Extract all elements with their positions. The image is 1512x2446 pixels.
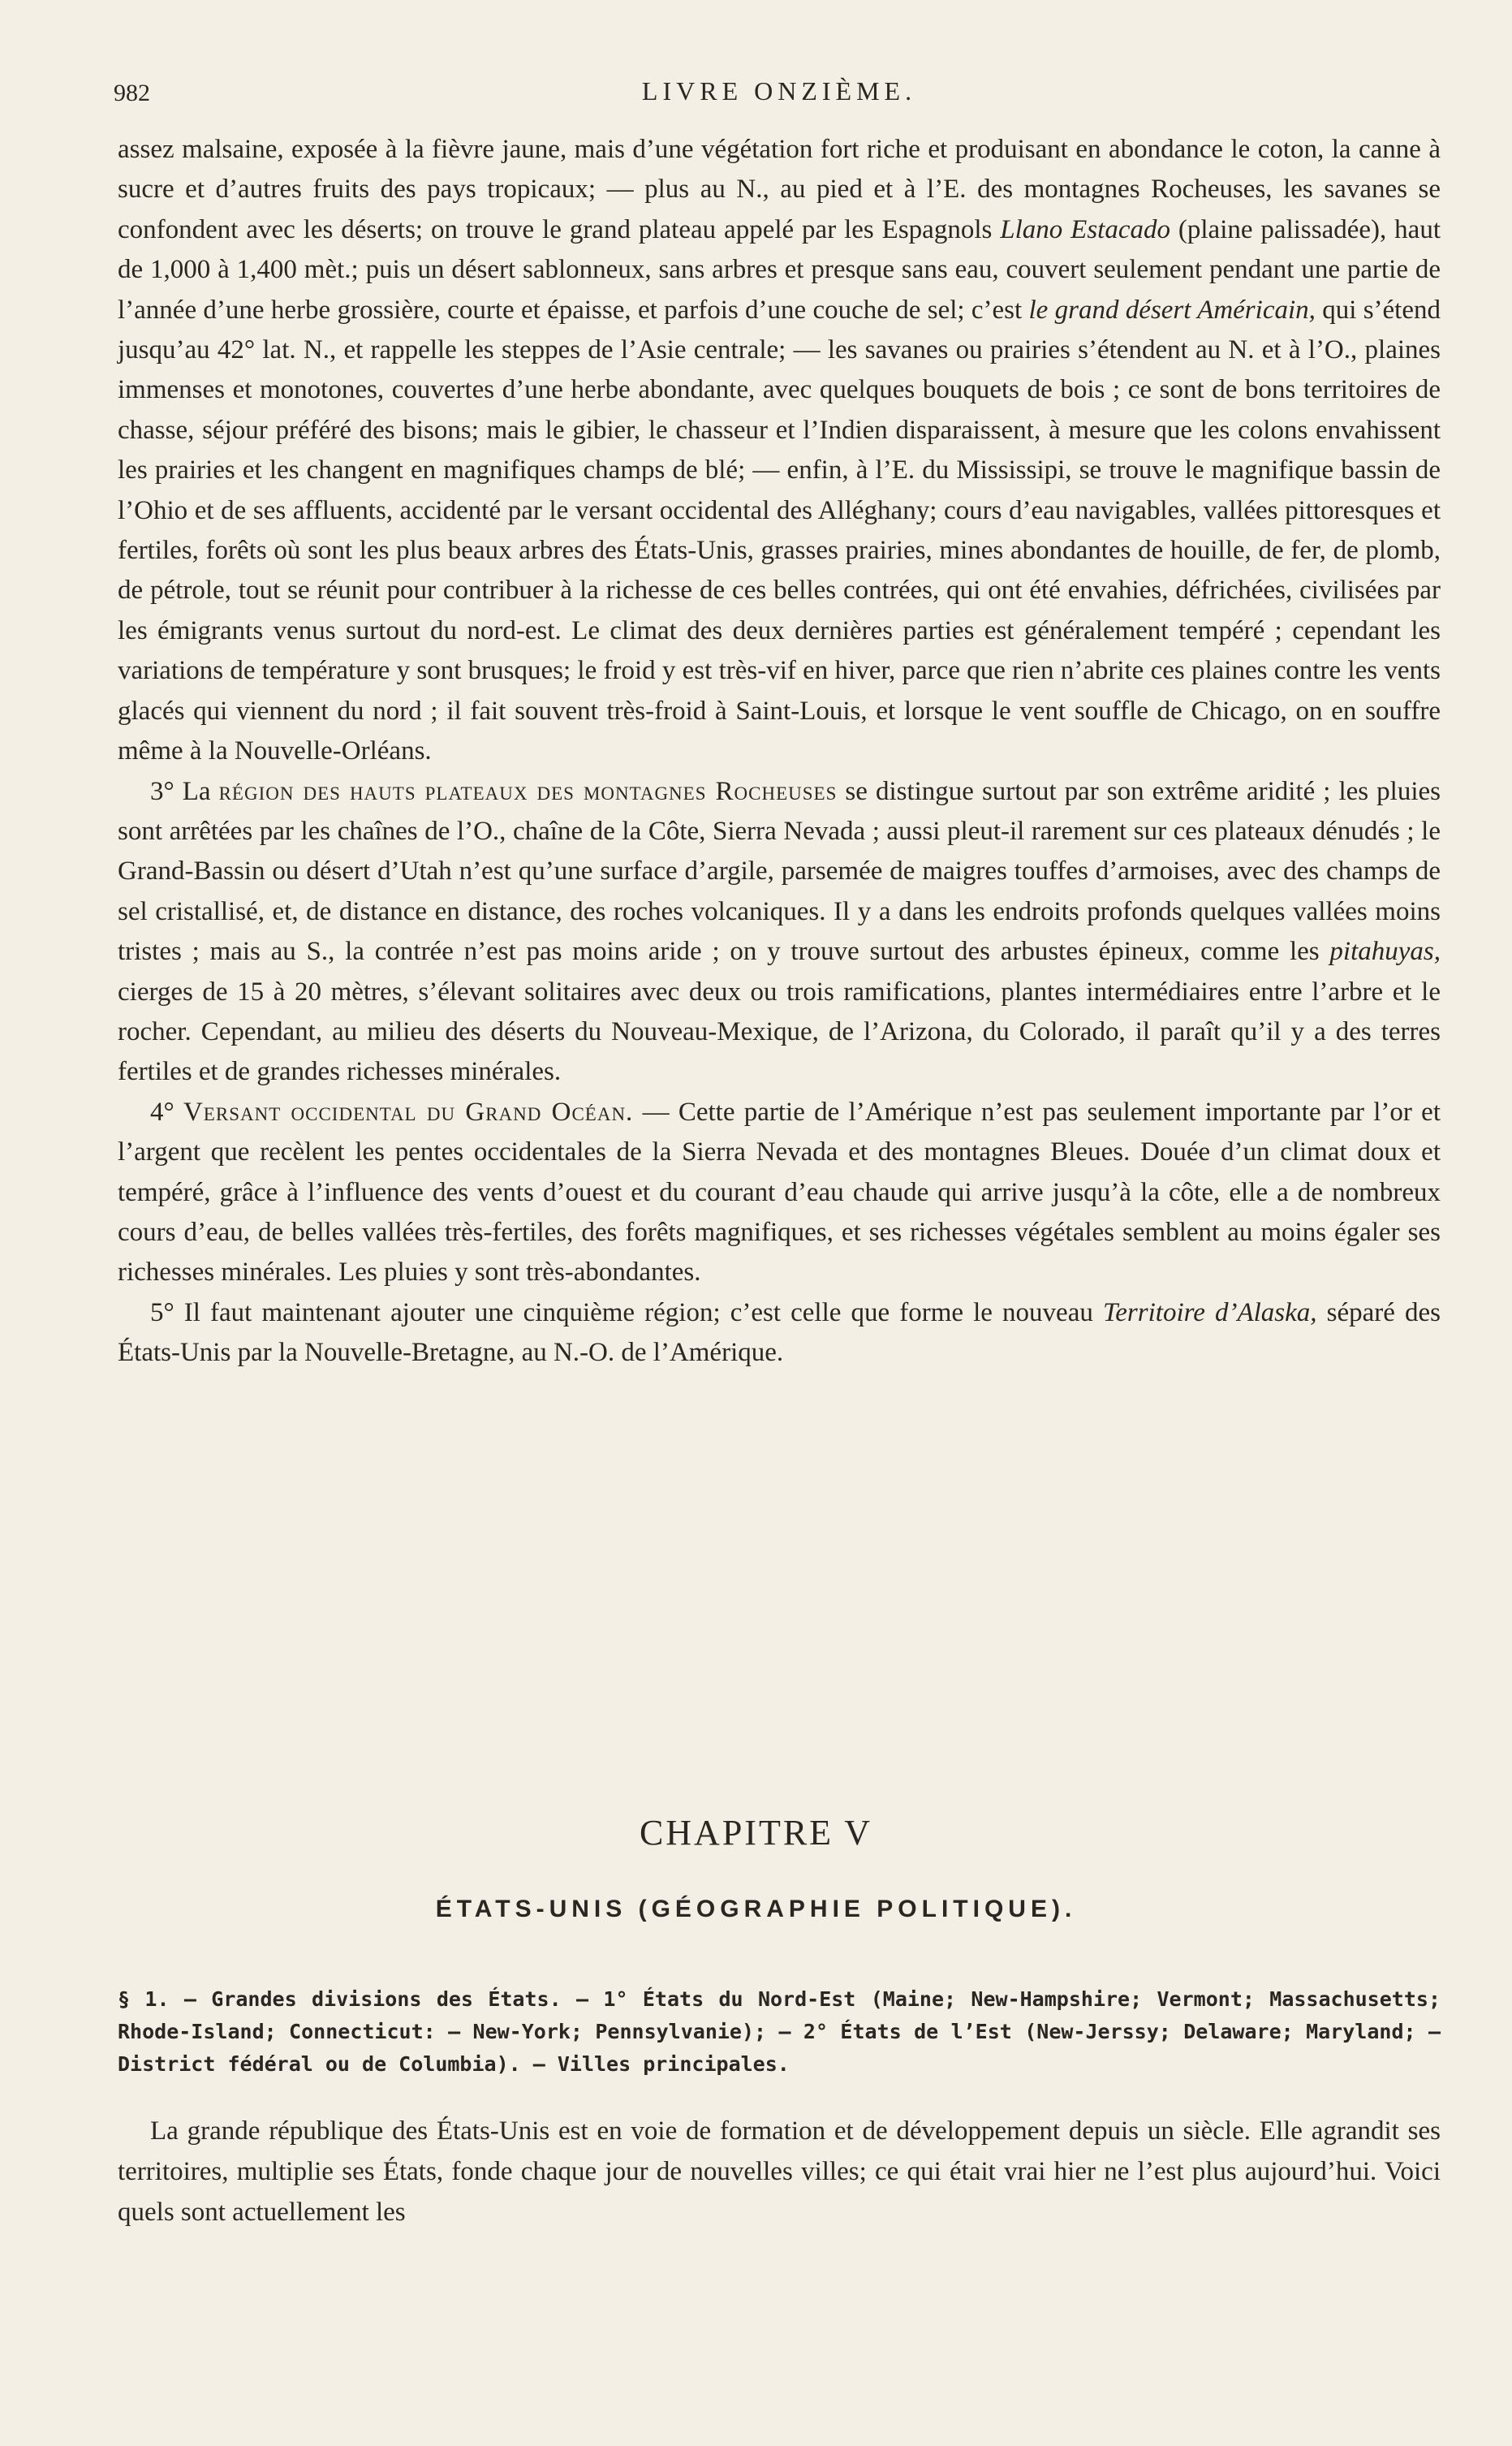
page-number: 982 [114,80,150,106]
body-text [118,130,1441,1374]
text-run: (plaine palissadée), haut de 1,000 à 1,400 mèt.; puis un désert sablonneux, sans arbres et presque sans eau, couvert seulement pendant une partie de l’année d’une herbe grossière, courte et épaisse, et parfois d’une couche de sel; c’est [118,214,1441,325]
paragraph-region-4 [118,1093,1441,1293]
paragraph-regions-continued [118,130,1441,772]
text-run: cierges de 15 à 20 mètres, s’élevant solitaires avec deux ou trois ramifications, plantes intermédiaires entre l’arbre et le rocher. Cependant, au milieu des déserts du Nouveau-Mexique, de l’Arizona, du Colorado, il paraît qu’il y a des terres fertiles et de grandes richesses minérales. [118,977,1441,1087]
small-caps-heading: région des hauts plateaux des montagnes Rocheuses [218,776,838,806]
small-caps-heading: Versant occidental du Grand Océan. [183,1097,634,1127]
chapter-title: CHAPITRE V [639,1813,873,1853]
text-run: assez malsaine, exposée à la fièvre jaune, mais d’une végétation fort riche et produisant en abondance le coton, la canne à sucre et d’autres fruits des pays tropicaux; — plus au N., au pied et à l’E. des montagnes Rocheuses, les savanes se confondent avec les déserts; on trouve le grand plateau appelé par les Espagnols [118,135,1441,244]
paragraph-region-5 [118,1293,1441,1374]
paragraph-region-3 [118,772,1441,1093]
text-run: qui s’étend jusqu’au 42° lat. N., et rappelle les steppes de l’Asie centrale; — les savanes ou prairies s’étendent au N. et à l’O., plaines immenses et monotones, couvertes d’une herbe abondante, avec quelques bouquets de bois ; ce sont de bons territoires de chasse, séjour préféré des bisons; mais le gibier, le chasseur et l’Indien disparaissent, à mesure que les colons envahissent les prairies et les changent en magnifiques champs de blé; — enfin, à l’E. du Mississipi, se trouve le magnifique bassin de l’Ohio et de ses affluents, accidenté par le versant occidental des Alléghany; cours d’eau navigables, vallées pittoresques et fertiles, forêts où sont les plus beaux arbres des États-Unis, grasses prairies, mines abondantes de houille, de fer, de plomb, de pétrole, tout se réunit pour contribuer à la richesse de ces belles contrées, qui ont été envahies, défrichées, civilisées par les émigrants venus surtout du nord-est. Le climat des deux dernières parties est généralement tempéré ; cependant les variations de température y sont brusques; le froid y est très-vif en hiver, parce que rien n’abrite ces plaines contre les vents glacés qui viennent du nord ; il fait souvent très-froid à Saint-Louis, et lorsque le vent souffle de Chicago, on en souffre même à la Nouvelle-Orléans. [118,295,1441,766]
final-paragraph-text: La grande république des États-Unis est en voie de formation et de développement depuis un siècle. Elle agrandit ses territoires, multiplie ses États, fonde chaque jour de nouvelles villes; ce qui était vrai hier ne l’est plus aujourd’hui. Voici quels sont actuellement les [118,2116,1441,2227]
italic-text: pitahuyas, [1329,937,1441,967]
running-title: LIVRE ONZIÈME. [641,76,917,106]
text-run: — Cette partie de l’Amérique n’est pas seulement importante par l’or et l’argent que recèlent les pentes occidentales de la Sierra Nevada et des montagnes Bleues. Douée d’un climat doux et tempéré, grâce à l’influence des vents d’ouest et du courant d’eau chaude qui arrive jusqu’à la côte, elle a de nombreux cours d’eau, de belles vallées très-fertiles, des forêts magnifiques, et ses richesses végétales semblent au moins égaler ses richesses minérales. Les pluies y sont très-abondantes. [118,1097,1441,1288]
text-run: 4° [150,1097,183,1127]
chapter-subtitle: ÉTATS-UNIS (GÉOGRAPHIE POLITIQUE). [435,1896,1077,1922]
italic-text: le grand désert Américain, [1028,295,1316,325]
section-summary [118,1983,1441,2081]
text-run: 3° La [150,776,219,806]
page-header [114,71,1445,112]
italic-text: Llano Estacado [1000,214,1170,244]
text-run: séparé des États-Unis par la Nouvelle-Bretagne, au N.-O. de l’Amérique. [118,1297,1441,1368]
text-run: 5° Il faut maintenant ajouter une cinquième région; c’est celle que forme le nouveau [150,1297,1103,1327]
section-summary-text: § 1. — Grandes divisions des États. — 1° États du Nord-Est (Maine; New-Hampshire; Vermont; Massachusetts; Rhode-Island; Connecticut: — New-York; Pennsylvanie); — 2° États de l’Est (New-Jerssy; Delaware; Maryland; — District fédéral ou de Columbia). — Villes principales. [118,1987,1441,2076]
final-paragraph [118,2111,1441,2232]
text-run: se distingue surtout par son extrême aridité ; les pluies sont arrêtées par les chaînes de l’O., chaîne de la Côte, Sierra Nevada ; aussi pleut-il rarement sur ces plateaux dénudés ; le Grand-Bassin ou désert d’Utah n’est qu’une surface d’argile, parsemée de maigres touffes d’armoises, avec des champs de sel cristallisé, et, de distance en distance, des roches volcaniques. Il y a dans les endroits profonds quelques vallées moins tristes ; mais au S., la contrée n’est pas moins aride ; on y trouve surtout des arbustes épineux, comme les [118,776,1441,967]
italic-text: Territoire d’Alaska, [1102,1297,1317,1327]
